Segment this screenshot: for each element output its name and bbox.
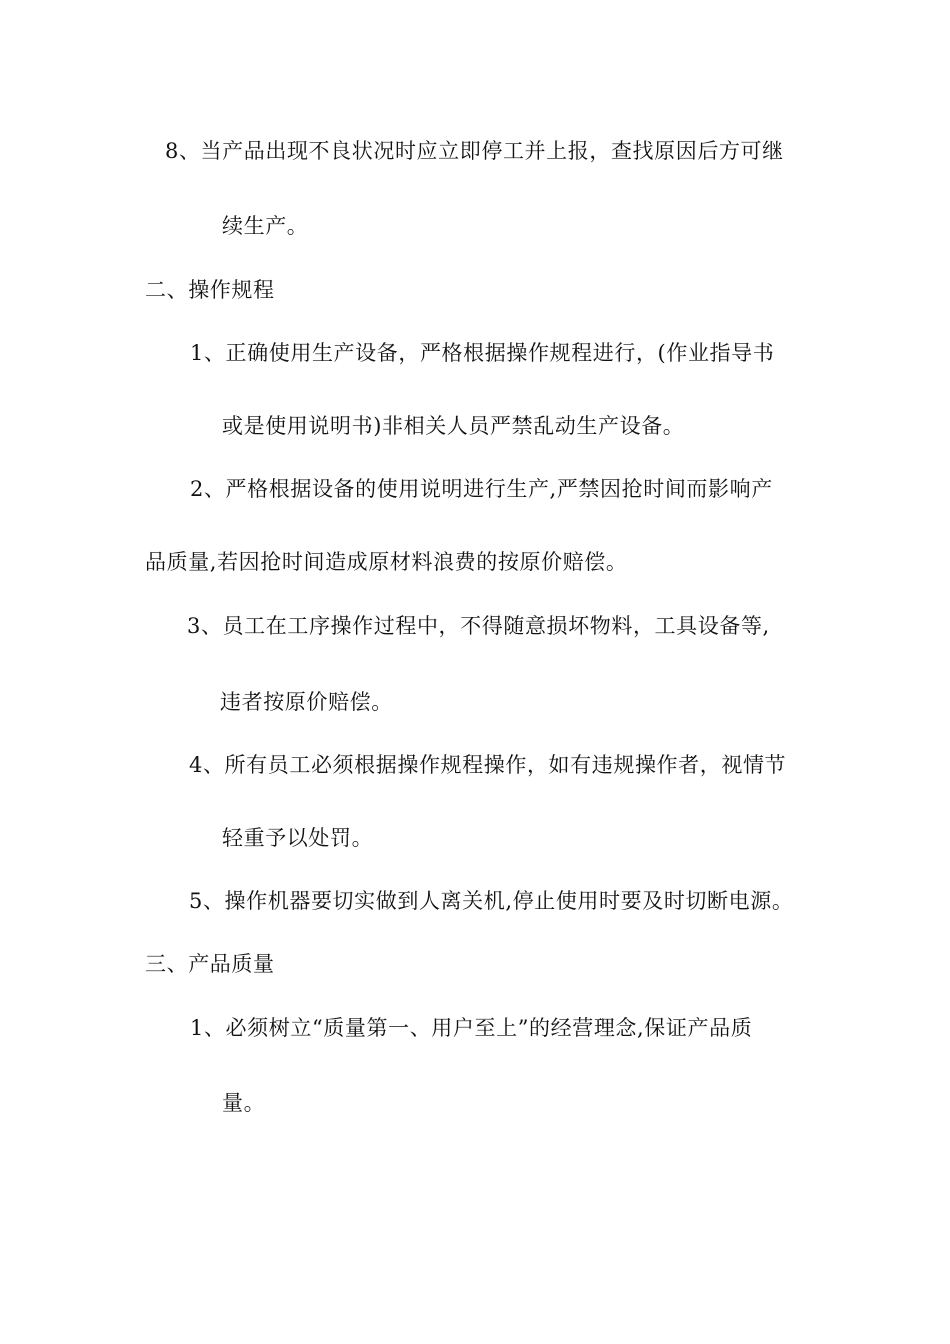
section-heading-operation-rules: 二、操作规程 bbox=[145, 278, 275, 302]
operation-item-1-line-1: 1、正确使用生产设备，严格根据操作规程进行，(作业指导书 bbox=[190, 341, 775, 365]
item-8-line-2: 续生产。 bbox=[222, 214, 309, 238]
operation-item-4-line-2: 轻重予以处罚。 bbox=[222, 826, 374, 850]
quality-item-1-line-1: 1、必须树立“质量第一、用户至上”的经营理念,保证产品质 bbox=[190, 1016, 753, 1040]
operation-item-4-line-1: 4、所有员工必须根据操作规程操作，如有违规操作者，视情节 bbox=[189, 753, 787, 777]
item-8-line-1: 8、当产品出现不良状况时应立即停工并上报，查找原因后方可继 bbox=[165, 139, 784, 163]
operation-item-3-line-2: 违者按原价赔偿。 bbox=[220, 690, 393, 714]
section-heading-product-quality: 三、产品质量 bbox=[145, 952, 275, 976]
operation-item-5: 5、操作机器要切实做到人离关机,停止使用时要及时切断电源。 bbox=[189, 889, 794, 913]
operation-item-1-line-2: 或是使用说明书)非相关人员严禁乱动生产设备。 bbox=[222, 414, 685, 438]
operation-item-3-line-1: 3、员工在工序操作过程中，不得随意损坏物料，工具设备等, bbox=[187, 614, 770, 638]
operation-item-2-line-1: 2、严格根据设备的使用说明进行生产,严禁因抢时间而影响产 bbox=[190, 477, 773, 501]
operation-item-2-line-2: 品质量,若因抢时间造成原材料浪费的按原价赔偿。 bbox=[145, 550, 628, 574]
quality-item-1-line-2: 量。 bbox=[222, 1091, 266, 1115]
